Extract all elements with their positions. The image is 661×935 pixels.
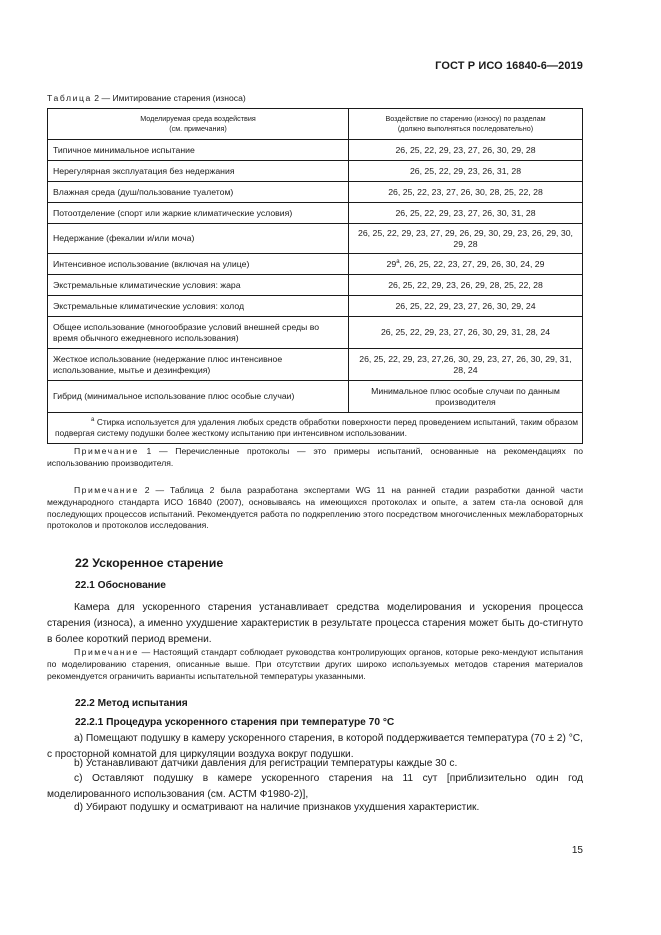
table-footnote	[48, 413, 583, 444]
env-cell: Типичное минимальное испытание	[48, 140, 349, 161]
env-cell: Жесткое использование (недержание плюс интенсивное использование, мытье и дезинфекция)	[48, 349, 349, 381]
footnote-mark: a	[91, 417, 95, 424]
protocol-cell: 26, 25, 22, 29, 23, 26, 31, 28	[349, 161, 583, 182]
section-22-2-title: 22.2 Метод испытания	[75, 698, 188, 709]
env-cell: Потоотделение (спорт или жаркие климатические условия)	[48, 203, 349, 224]
protocol-cell: 26, 25, 22, 29, 23, 27, 26, 30, 31, 28	[349, 203, 583, 224]
table-row	[48, 275, 583, 296]
table-caption-word: Таблица	[47, 93, 92, 103]
section-22-1-note-text: — Настоящий стандарт соблюдает руководства контролирующих органов, которые реко-мендуют испытания по моделированию старения, описанные выше. При отсутствии других широко используемых методов старения материалов рекомендуется ограничить варианты испытательной температуры указанными.	[47, 647, 583, 681]
section-22-1-title: 22.1 Обоснование	[75, 580, 166, 591]
protocol-cell: 26, 25, 22, 23, 27, 26, 30, 28, 25, 22, 28	[349, 182, 583, 203]
protocol-cell: 26, 25, 22, 29, 23, 27, 26, 30, 29, 28	[349, 140, 583, 161]
col1-header-line2: (см. примечания)	[169, 124, 227, 133]
note-1	[47, 446, 583, 470]
aging-table	[47, 108, 583, 444]
note-2-text: 2 — Таблица 2 была разработана экспертами WG 11 на ранней стадии разработки данной части международного стандарта ИСО 16840 (2007), основываясь на имеющихся протоколах и опыте, а затем ста-ла основой для последующих процессов испытаний. Рекомендуется работа по подкреплению этого посредством многочисленных межлабораторных протоколов и протоколов исследования.	[47, 485, 583, 531]
protocol-cell	[349, 254, 583, 275]
env-cell: Интенсивное использование (включая на улице)	[48, 254, 349, 275]
env-cell: Общее использование (многообразие условий внешней среды во время обычного ежедневного использования)	[48, 317, 349, 349]
table-row	[48, 182, 583, 203]
item-c: c) Оставляют подушку в камере ускоренного старения на 11 сут [приблизительно один год моделированного использования (см. АСТМ Ф1980-2)],	[47, 773, 583, 800]
table-header-row	[48, 109, 583, 140]
table-row	[48, 296, 583, 317]
table-caption-rest: 2 — Имитирование старения (износа)	[91, 93, 246, 103]
env-cell: Нерегулярная эксплуатация без недержания	[48, 161, 349, 182]
note-1-text: 1 — Перечисленные протоколы — это примеры испытаний, основанные на рекомендациях по использованию производителя.	[47, 446, 583, 468]
section-22-1-paragraph: Камера для ускоренного старения устанавливает средства моделирования и ускорения процесса старения (износа), а именно ухудшение характеристик в результате процесса старения может быть до-стигнуто в более короткий период времени.	[47, 602, 583, 645]
protocol-cell: 26, 25, 22, 29, 23, 26, 29, 28, 25, 22, 28	[349, 275, 583, 296]
note-1-label: Примечание	[74, 446, 139, 456]
table-row	[48, 161, 583, 182]
env-cell: Экстремальные климатические условия: холод	[48, 296, 349, 317]
table-row	[48, 140, 583, 161]
section-22-2-1-title: 22.2.1 Процедура ускоренного старения при температуре 70 °С	[75, 717, 395, 728]
protocol-cell: 26, 25, 22, 29, 23, 27, 26, 30, 29, 31, 28, 24	[349, 317, 583, 349]
section-22-1-note-label: Примечание	[74, 647, 139, 657]
item-d: d) Убирают подушку и осматривают на наличие признаков ухудшения характеристик.	[74, 802, 480, 813]
col2-header-line1: Воздействие по старению (износу) по разделам	[385, 114, 546, 124]
protocol-cell: 26, 25, 22, 29, 23, 27,26, 30, 29, 23, 27, 26, 30, 29, 31, 28, 24	[349, 349, 583, 381]
table-row	[48, 254, 583, 275]
table-row	[48, 224, 583, 254]
env-cell: Влажная среда (душ/пользование туалетом)	[48, 182, 349, 203]
section-22-title: 22 Ускоренное старение	[75, 556, 224, 570]
table-row	[48, 203, 583, 224]
note-2	[47, 485, 583, 532]
col2-header-line2: (должно выполняться последовательно)	[397, 124, 534, 133]
protocol-cell: Минимальное плюс особые случаи по данным производителя	[349, 381, 583, 413]
table-caption	[47, 93, 246, 103]
env-cell: Недержание (фекалии и/или моча)	[48, 224, 349, 254]
page-number: 15	[571, 845, 583, 856]
protocol-rest: , 26, 25, 22, 23, 27, 29, 26, 30, 24, 29	[399, 258, 545, 269]
col-header-protocol	[349, 109, 583, 140]
footnote-ref: a	[396, 258, 400, 265]
table-row	[48, 381, 583, 413]
table-footnote-row	[48, 413, 583, 444]
protocol-cell: 26, 25, 22, 29, 23, 27, 26, 30, 29, 24	[349, 296, 583, 317]
table-row	[48, 349, 583, 381]
footnote-text: Стирка используется для удаления любых средств обработки поверхности перед проведением испытаний, таким образом подвергая систему подушки более жесткому испытанию при интенсивном использовании.	[55, 417, 578, 439]
col1-header-line1: Моделируемая среда воздействия	[140, 114, 256, 124]
env-cell: Гибрид (минимальное использование плюс особые случаи)	[48, 381, 349, 413]
note-2-label: Примечание	[74, 485, 139, 495]
item-b: b) Устанавливают датчики давления для регистрации температуры каждые 30 с.	[74, 758, 458, 769]
table-row	[48, 317, 583, 349]
protocol-first: 29	[386, 258, 397, 269]
document-code: ГОСТ Р ИСО 16840-6—2019	[435, 60, 583, 72]
env-cell: Экстремальные климатические условия: жара	[48, 275, 349, 296]
item-a: а) Помещают подушку в камеру ускоренного старения, в которой поддерживается температура (70 ± 2) °С, с просторной комнатой для циркуляции воздуха вокруг подушки.	[47, 733, 583, 760]
section-22-1-note	[47, 647, 583, 682]
col-header-environment	[48, 109, 349, 140]
protocol-cell: 26, 25, 22, 29, 23, 27, 29, 26, 29, 30, 29, 23, 26, 29, 30, 29, 28	[349, 224, 583, 254]
